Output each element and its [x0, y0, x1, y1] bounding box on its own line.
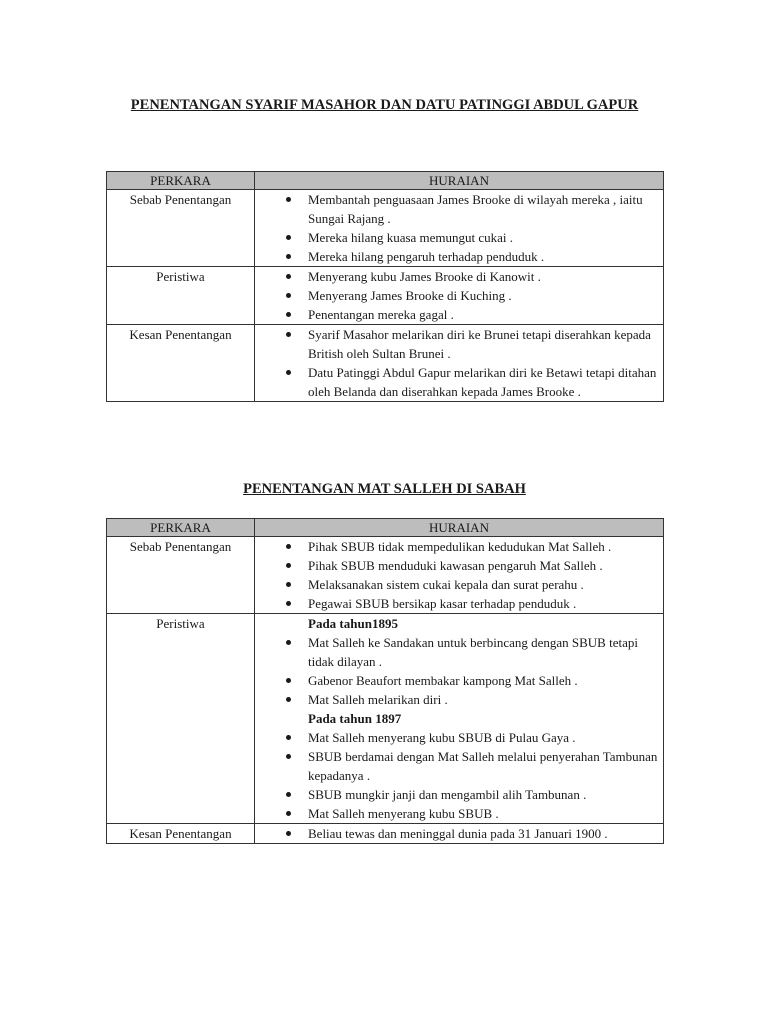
- list-item: [255, 747, 663, 785]
- list-item: [255, 537, 663, 556]
- bullet-icon: [286, 697, 291, 702]
- list-item: [255, 594, 663, 613]
- bullet-list: [255, 824, 663, 843]
- list-item: [255, 247, 663, 266]
- bullet-icon: [286, 544, 291, 549]
- row-description: [255, 824, 664, 844]
- list-item: [255, 633, 663, 671]
- list-item-text: Pihak SBUB menduduki kawasan pengaruh Mat Salleh .: [308, 558, 603, 573]
- bullet-icon: [286, 601, 291, 606]
- table-row: [107, 614, 664, 824]
- bullet-list: [255, 267, 663, 324]
- bullet-icon: [286, 792, 291, 797]
- row-topic: Kesan Penentangan: [107, 824, 255, 844]
- list-item-text: SBUB berdamai dengan Mat Salleh melalui penyerahan Tambunan kepadanya .: [308, 749, 658, 783]
- bullet-icon: [286, 235, 291, 240]
- list-item-text: Mat Salleh ke Sandakan untuk berbincang dengan SBUB tetapi tidak dilayan .: [308, 635, 638, 669]
- bullet-icon: [286, 831, 291, 836]
- list-item: [255, 305, 663, 324]
- list-item: [255, 325, 663, 363]
- row-description: [255, 614, 664, 824]
- row-topic: Sebab Penentangan: [107, 190, 255, 267]
- header-perkara: PERKARA: [107, 519, 255, 537]
- list-item: [255, 575, 663, 594]
- list-item: [255, 728, 663, 747]
- list-item-text: Melaksanakan sistem cukai kepala dan surat perahu .: [308, 577, 584, 592]
- list-item-text: Mat Salleh menyerang kubu SBUB di Pulau Gaya .: [308, 730, 576, 745]
- row-description: [255, 190, 664, 267]
- bullet-list: [255, 190, 663, 266]
- table-header-row: [107, 172, 664, 190]
- table-row: [107, 537, 664, 614]
- bullet-icon: [286, 735, 291, 740]
- list-item: [255, 556, 663, 575]
- list-item: [255, 286, 663, 305]
- list-item: [255, 804, 663, 823]
- bullet-icon: [286, 640, 291, 645]
- row-description: [255, 267, 664, 325]
- bullet-icon: [286, 370, 291, 375]
- list-item-text: Syarif Masahor melarikan diri ke Brunei tetapi diserahkan kepada British oleh Sultan Brunei .: [308, 327, 651, 361]
- list-item-text: Menyerang James Brooke di Kuching .: [308, 288, 512, 303]
- section-title-masahor: PENENTANGAN SYARIF MASAHOR DAN DATU PATINGGI ABDUL GAPUR: [130, 97, 639, 113]
- bullet-icon: [286, 563, 291, 568]
- list-item-text: Membantah penguasaan James Brooke di wilayah mereka , iaitu Sungai Rajang .: [308, 192, 643, 226]
- bullet-icon: [286, 274, 291, 279]
- row-topic: Kesan Penentangan: [107, 325, 255, 402]
- bullet-icon: [286, 582, 291, 587]
- bullet-icon: [286, 197, 291, 202]
- bullet-icon: [286, 254, 291, 259]
- table-row: [107, 824, 664, 844]
- list-item-text: Gabenor Beaufort membakar kampong Mat Salleh .: [308, 673, 578, 688]
- list-item: [255, 228, 663, 247]
- list-item: [255, 824, 663, 843]
- bullet-list: [255, 633, 663, 709]
- list-item-text: Pegawai SBUB bersikap kasar terhadap penduduk .: [308, 596, 577, 611]
- section-title-mat-salleh: PENENTANGAN MAT SALLEH DI SABAH: [243, 481, 526, 497]
- table-row: [107, 190, 664, 267]
- table-row: [107, 267, 664, 325]
- list-item-text: Beliau tewas dan meninggal dunia pada 31 Januari 1900 .: [308, 826, 608, 841]
- list-item: [255, 267, 663, 286]
- bullet-list: [255, 325, 663, 401]
- list-item-text: Mat Salleh menyerang kubu SBUB .: [308, 806, 499, 821]
- list-item-text: Menyerang kubu James Brooke di Kanowit .: [308, 269, 541, 284]
- list-item-text: Mereka hilang pengaruh terhadap penduduk .: [308, 249, 545, 264]
- list-item: [255, 785, 663, 804]
- list-item: [255, 690, 663, 709]
- row-topic: Sebab Penentangan: [107, 537, 255, 614]
- list-item-text: Datu Patinggi Abdul Gapur melarikan diri ke Betawi tetapi ditahan oleh Belanda dan diserahkan kepada James Brooke .: [308, 365, 657, 399]
- table-mat-salleh: [106, 518, 664, 844]
- row-topic: Peristiwa: [107, 267, 255, 325]
- list-item: [255, 671, 663, 690]
- bullet-icon: [286, 754, 291, 759]
- bullet-icon: [286, 332, 291, 337]
- row-description: [255, 537, 664, 614]
- row-description: [255, 325, 664, 402]
- bullet-icon: [286, 678, 291, 683]
- bullet-icon: [286, 312, 291, 317]
- table-header-row: [107, 519, 664, 537]
- list-item: [255, 363, 663, 401]
- list-item-text: Mat Salleh melarikan diri .: [308, 692, 448, 707]
- header-huraian: HURAIAN: [255, 519, 664, 537]
- bullet-icon: [286, 293, 291, 298]
- row-topic: Peristiwa: [107, 614, 255, 824]
- list-item-text: Pihak SBUB tidak mempedulikan kedudukan Mat Salleh .: [308, 539, 612, 554]
- year-subheading: Pada tahun1895: [308, 616, 398, 631]
- bullet-list: [255, 537, 663, 613]
- bullet-list: [255, 728, 663, 823]
- table-masahor: [106, 171, 664, 402]
- list-item-text: SBUB mungkir janji dan mengambil alih Tambunan .: [308, 787, 587, 802]
- header-perkara: PERKARA: [107, 172, 255, 190]
- year-subheading: Pada tahun 1897: [308, 711, 402, 726]
- bullet-icon: [286, 811, 291, 816]
- header-huraian: HURAIAN: [255, 172, 664, 190]
- list-item-text: Mereka hilang kuasa memungut cukai .: [308, 230, 514, 245]
- table-row: [107, 325, 664, 402]
- list-item-text: Penentangan mereka gagal .: [308, 307, 454, 322]
- list-item: [255, 190, 663, 228]
